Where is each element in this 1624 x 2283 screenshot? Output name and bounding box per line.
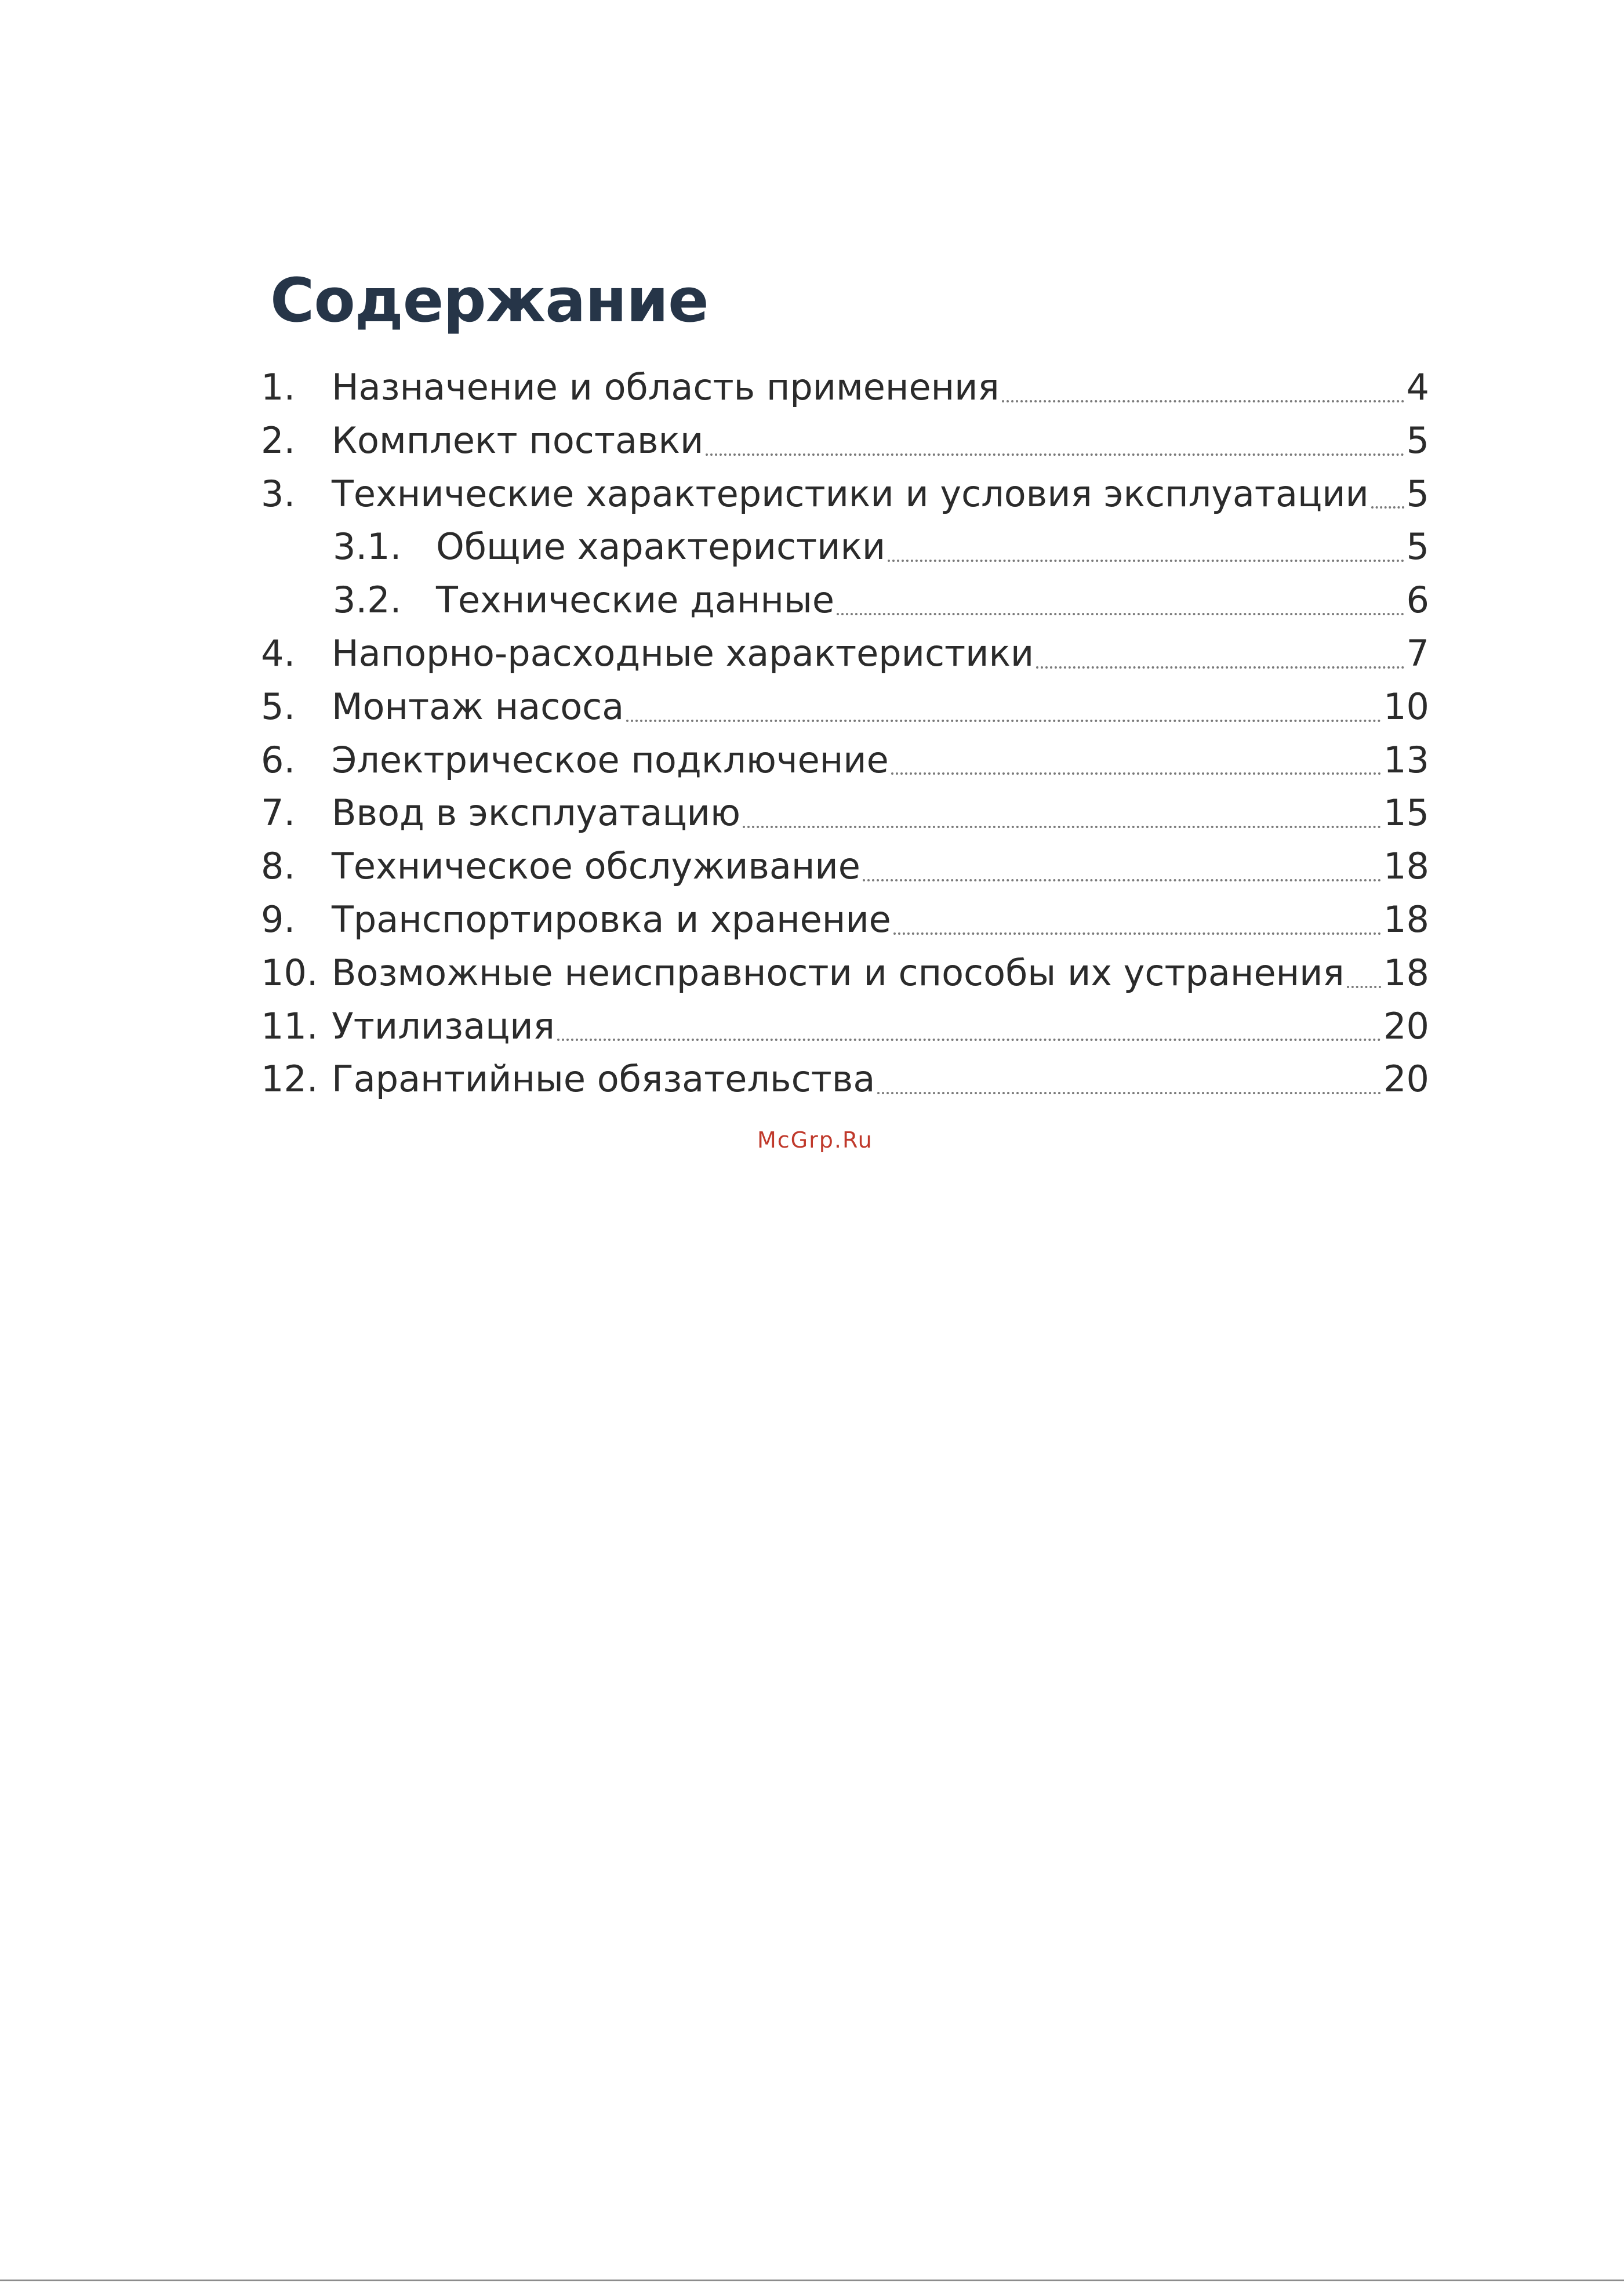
toc-entry[interactable] <box>261 946 1429 1000</box>
toc-entry-number: 8. <box>261 845 296 888</box>
toc-page-number: 15 <box>1383 792 1429 834</box>
toc-page-number: 5 <box>1406 472 1429 515</box>
toc-entry-number: 3. <box>261 472 296 515</box>
toc-page-number: 13 <box>1383 738 1429 781</box>
toc-entry-title: Монтаж насоса <box>332 685 624 728</box>
toc-dot-leader <box>837 574 1404 627</box>
toc-dot-leader <box>863 840 1381 893</box>
toc-dot-leader <box>557 1000 1381 1053</box>
toc-entry-number: 10. <box>261 951 318 994</box>
toc-dot-leader <box>1347 946 1381 1000</box>
table-of-contents <box>261 361 1429 1106</box>
toc-entry-title: Электрическое подключение <box>332 738 889 781</box>
toc-entry[interactable] <box>261 361 1429 414</box>
toc-subentry[interactable] <box>261 574 1429 627</box>
toc-entry-title: Возможные неисправности и способы их устранения <box>332 951 1345 994</box>
toc-page-number: 5 <box>1406 419 1429 462</box>
watermark-text: McGrp.Ru <box>757 1127 873 1153</box>
toc-page-number: 4 <box>1406 366 1429 408</box>
toc-entry[interactable] <box>261 893 1429 946</box>
toc-entry-title: Гарантийные обязательства <box>332 1058 875 1101</box>
toc-entry-number: 3.2. <box>333 579 402 622</box>
toc-dot-leader <box>706 414 1404 467</box>
toc-page-number: 18 <box>1383 951 1429 994</box>
toc-entry-number: 2. <box>261 419 296 462</box>
toc-entry-number: 4. <box>261 631 296 674</box>
toc-entry-title: Назначение и область применения <box>332 366 1000 408</box>
toc-entry-number: 5. <box>261 685 296 728</box>
toc-dot-leader <box>877 1052 1381 1106</box>
toc-entry[interactable] <box>261 734 1429 787</box>
toc-dot-leader <box>891 734 1381 787</box>
toc-entry-title: Напорно-расходные характеристики <box>332 631 1034 674</box>
toc-entry-title: Технические данные <box>436 579 835 622</box>
toc-dot-leader <box>1002 361 1404 414</box>
toc-page-number: 10 <box>1383 685 1429 728</box>
page-bottom-border <box>0 2280 1624 2281</box>
toc-entry-number: 7. <box>261 792 296 834</box>
toc-dot-leader <box>888 520 1404 574</box>
toc-page-number: 20 <box>1383 1004 1429 1047</box>
toc-dot-leader <box>893 893 1381 946</box>
toc-dot-leader <box>626 680 1381 734</box>
toc-page-number: 20 <box>1383 1058 1429 1101</box>
toc-entry-title: Транспортировка и хранение <box>332 898 891 941</box>
toc-entry-number: 3.1. <box>333 525 402 568</box>
toc-entry[interactable] <box>261 1052 1429 1106</box>
toc-entry-title: Ввод в эксплуатацию <box>332 792 741 834</box>
toc-entry-title: Утилизация <box>332 1004 555 1047</box>
toc-entry-title: Комплект поставки <box>332 419 704 462</box>
toc-entry-title: Общие характеристики <box>436 525 886 568</box>
toc-entry[interactable] <box>261 680 1429 734</box>
toc-entry-number: 6. <box>261 738 296 781</box>
toc-entry-number: 12. <box>261 1058 318 1101</box>
toc-entry-number: 9. <box>261 898 296 941</box>
toc-dot-leader <box>1371 467 1404 521</box>
toc-entry[interactable] <box>261 414 1429 467</box>
toc-page-number: 7 <box>1406 631 1429 674</box>
toc-entry[interactable] <box>261 1000 1429 1053</box>
toc-subentry[interactable] <box>261 520 1429 574</box>
toc-entry[interactable] <box>261 467 1429 521</box>
toc-page-number: 5 <box>1406 525 1429 568</box>
toc-entry[interactable] <box>261 786 1429 840</box>
toc-page-number: 6 <box>1406 579 1429 622</box>
toc-entry-number: 11. <box>261 1004 318 1047</box>
toc-entry[interactable] <box>261 840 1429 893</box>
page-title: Содержание <box>270 265 709 336</box>
toc-page-number: 18 <box>1383 898 1429 941</box>
toc-page-number: 18 <box>1383 845 1429 888</box>
toc-entry-title: Техническое обслуживание <box>332 845 860 888</box>
toc-dot-leader <box>1036 627 1404 680</box>
toc-entry[interactable] <box>261 627 1429 680</box>
toc-dot-leader <box>743 786 1381 840</box>
toc-entry-number: 1. <box>261 366 296 408</box>
toc-entry-title: Технические характеристики и условия эксплуатации <box>332 472 1369 515</box>
